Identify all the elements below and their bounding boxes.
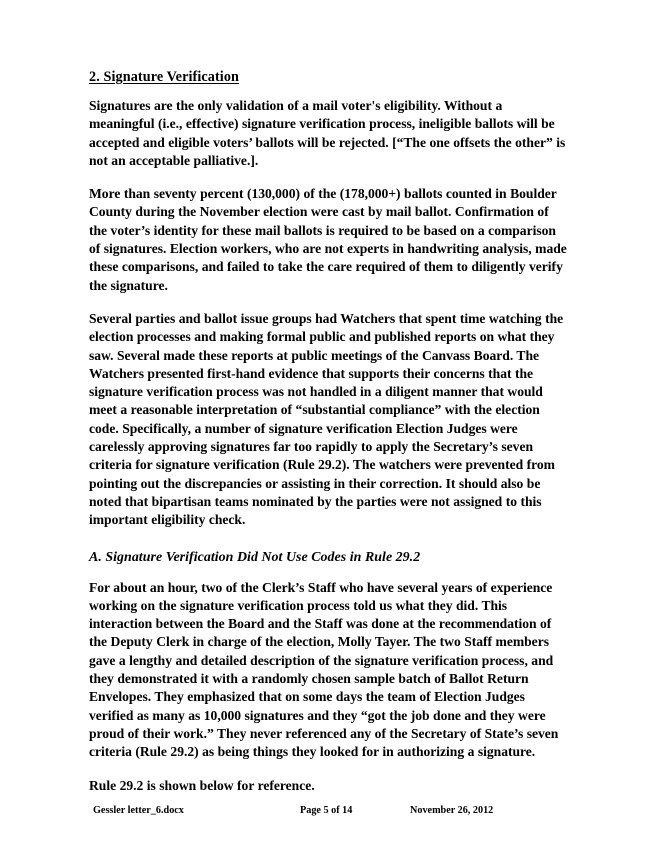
paragraph: More than seventy percent (130,000) of the (178,000+) ballots counted in Boulder County during the November election were cast by mail ballot. Confirmation of the voter’s identity for these mail ballots is required to be based on a comparison of signatures. Election workers, who are not experts in handwriting analysis, made these comparisons, and failed to take the care required of them to diligently verify the signature. [89, 186, 567, 293]
footer-page-number: Page 5 of 14 [300, 805, 353, 816]
paragraph: Rule 29.2 is shown below for reference. [89, 777, 315, 793]
footer-file-name: Gessler letter_6.docx [93, 805, 184, 816]
paragraph: For about an hour, two of the Clerk’s Staff who have several years of experience working on the signature verification process told us what they did. This interaction between the Board and the Staff was done at the recommendation of the Deputy Clerk in charge of the election, Molly Tayer. The two Staff members gave a lengthy and detailed description of the signature verification process, and they demonstrated it with a randomly chosen sample batch of Ballot Return Envelopes. They emphasized that on some days the team of Election Judges verified as many as 10,000 signatures and they “got the job done and they were proud of their work.” They never referenced any of the Secretary of State’s seven criteria (Rule 29.2) as being things they looked for in authorizing a signature. [89, 579, 559, 760]
subsection-heading: A. Signature Verification Did Not Use Codes in Rule 29.2 [89, 549, 421, 565]
paragraph: Several parties and ballot issue groups had Watchers that spent time watching the election processes and making formal public and published reports on what they saw. Several made these reports at public meetings of the Canvass Board. The Watchers presented first-hand evidence that supports their concerns that the signature verification process was not handled in a diligent manner that would meet a reasonable interpretation of “substantial compliance” with the election code. Specifically, a number of signature verification Election Judges were carelessly approving signatures far too rapidly to apply the Secretary’s seven criteria for signature verification (Rule 29.2). The watchers were prevented from pointing out the discrepancies or assisting in their correction. It should also be noted that bipartisan teams nominated by the parties were not assigned to this important eligibility check. [89, 310, 564, 528]
section-heading: 2. Signature Verification [89, 69, 240, 85]
document-body [89, 68, 569, 810]
footer-date: November 26, 2012 [410, 805, 494, 816]
page-footer [89, 804, 569, 822]
paragraph: Signatures are the only validation of a mail voter's eligibility. Without a meaningful (i.e., effective) signature verification process, ineligible ballots will be accepted and eligible voters’ ballots will be rejected. [“The one offsets the other” is not an acceptable palliative.]. [89, 98, 566, 168]
